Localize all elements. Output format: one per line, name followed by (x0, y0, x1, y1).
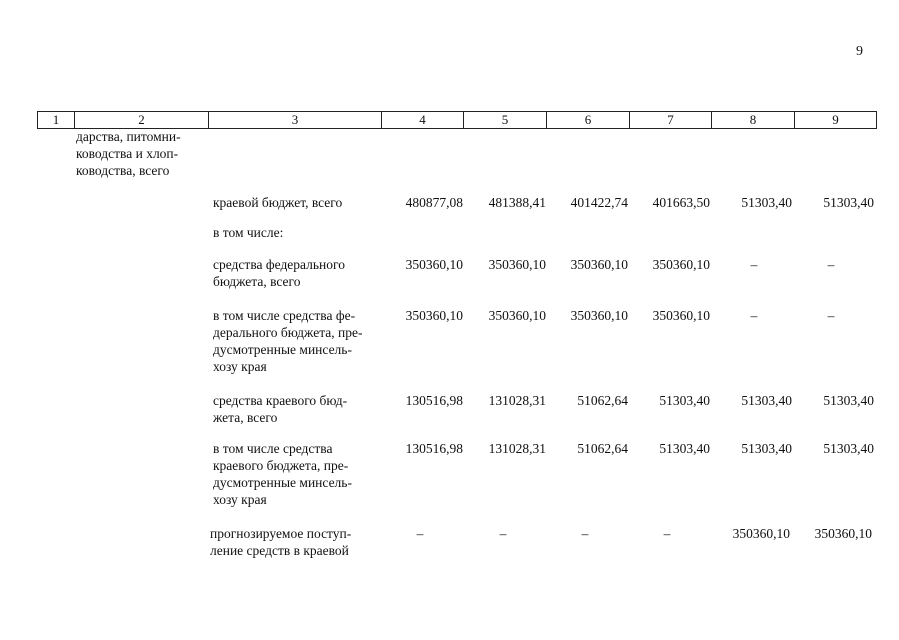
cell-federal-ministry-col8: – (750, 308, 758, 323)
cell-forecast-col5: – (499, 526, 507, 541)
cell-regional-total-col4: 480877,08 (405, 195, 463, 210)
column-header-9: 9 (795, 112, 877, 129)
cell-regional-funds-col8: 51303,40 (741, 393, 792, 408)
column-header-7: 7 (630, 112, 712, 129)
row-label-forecast-receipts: прогнозируемое поступ- ление средств в краевой (210, 526, 352, 558)
cell-regional-total-col8: 51303,40 (741, 195, 792, 210)
cell-regional-ministry-col7: 51303,40 (659, 441, 710, 456)
row-label-including: в том числе: (213, 225, 284, 240)
page-number: 9 (856, 44, 863, 59)
cell-regional-ministry-col5: 131028,31 (488, 441, 546, 456)
row-label-federal-funds-ministry: в том числе средства фе- дерального бюджета, пре- дусмотренные минсель- хозу края (213, 308, 363, 374)
column-header-5: 5 (464, 112, 547, 129)
column-number-header (37, 111, 877, 129)
cell-regional-total-col7: 401663,50 (652, 195, 710, 210)
cell-federal-total-col7: 350360,10 (652, 257, 710, 272)
column-header-3: 3 (209, 112, 382, 129)
cell-regional-total-col6: 401422,74 (570, 195, 628, 210)
cell-regional-ministry-col9: 51303,40 (823, 441, 874, 456)
row-label-regional-budget-total: краевой бюджет, всего (213, 195, 343, 210)
row-label-regional-funds-ministry: в том числе средства краевого бюджета, пре- дусмотренные минсель- хозу края (213, 441, 352, 507)
cell-federal-total-col5: 350360,10 (488, 257, 546, 272)
cell-federal-ministry-col7: 350360,10 (652, 308, 710, 323)
cell-regional-ministry-col4: 130516,98 (405, 441, 463, 456)
cell-federal-total-col6: 350360,10 (570, 257, 628, 272)
column-header-1: 1 (38, 112, 75, 129)
cell-regional-funds-col4: 130516,98 (405, 393, 463, 408)
row-label-regional-funds-total: средства краевого бюд- жета, всего (213, 393, 348, 425)
cell-federal-ministry-col5: 350360,10 (488, 308, 546, 323)
cell-regional-total-col9: 51303,40 (823, 195, 874, 210)
cell-regional-funds-col9: 51303,40 (823, 393, 874, 408)
cell-federal-ministry-col6: 350360,10 (570, 308, 628, 323)
column-header-8: 8 (712, 112, 795, 129)
cell-forecast-col4: – (416, 526, 424, 541)
cell-forecast-col9: 350360,10 (814, 526, 872, 541)
column-header-2: 2 (75, 112, 209, 129)
cell-regional-total-col5: 481388,41 (488, 195, 546, 210)
cell-regional-ministry-col8: 51303,40 (741, 441, 792, 456)
cell-regional-funds-col7: 51303,40 (659, 393, 710, 408)
column-header-4: 4 (382, 112, 464, 129)
cell-forecast-col6: – (581, 526, 589, 541)
row-label-federal-funds-total: средства федерального бюджета, всего (213, 257, 345, 289)
cell-federal-total-col4: 350360,10 (405, 257, 463, 272)
column-header-6: 6 (547, 112, 630, 129)
cell-regional-funds-col5: 131028,31 (488, 393, 546, 408)
cell-regional-funds-col6: 51062,64 (577, 393, 628, 408)
cell-forecast-col8: 350360,10 (732, 526, 790, 541)
cell-federal-total-col9: – (827, 257, 835, 272)
cell-forecast-col7: – (663, 526, 671, 541)
column-2-continuation-text: дарства, питомни- ководства и хлоп- ководства, всего (76, 129, 181, 178)
cell-federal-total-col8: – (750, 257, 758, 272)
cell-federal-ministry-col4: 350360,10 (405, 308, 463, 323)
cell-regional-ministry-col6: 51062,64 (577, 441, 628, 456)
cell-federal-ministry-col9: – (827, 308, 835, 323)
